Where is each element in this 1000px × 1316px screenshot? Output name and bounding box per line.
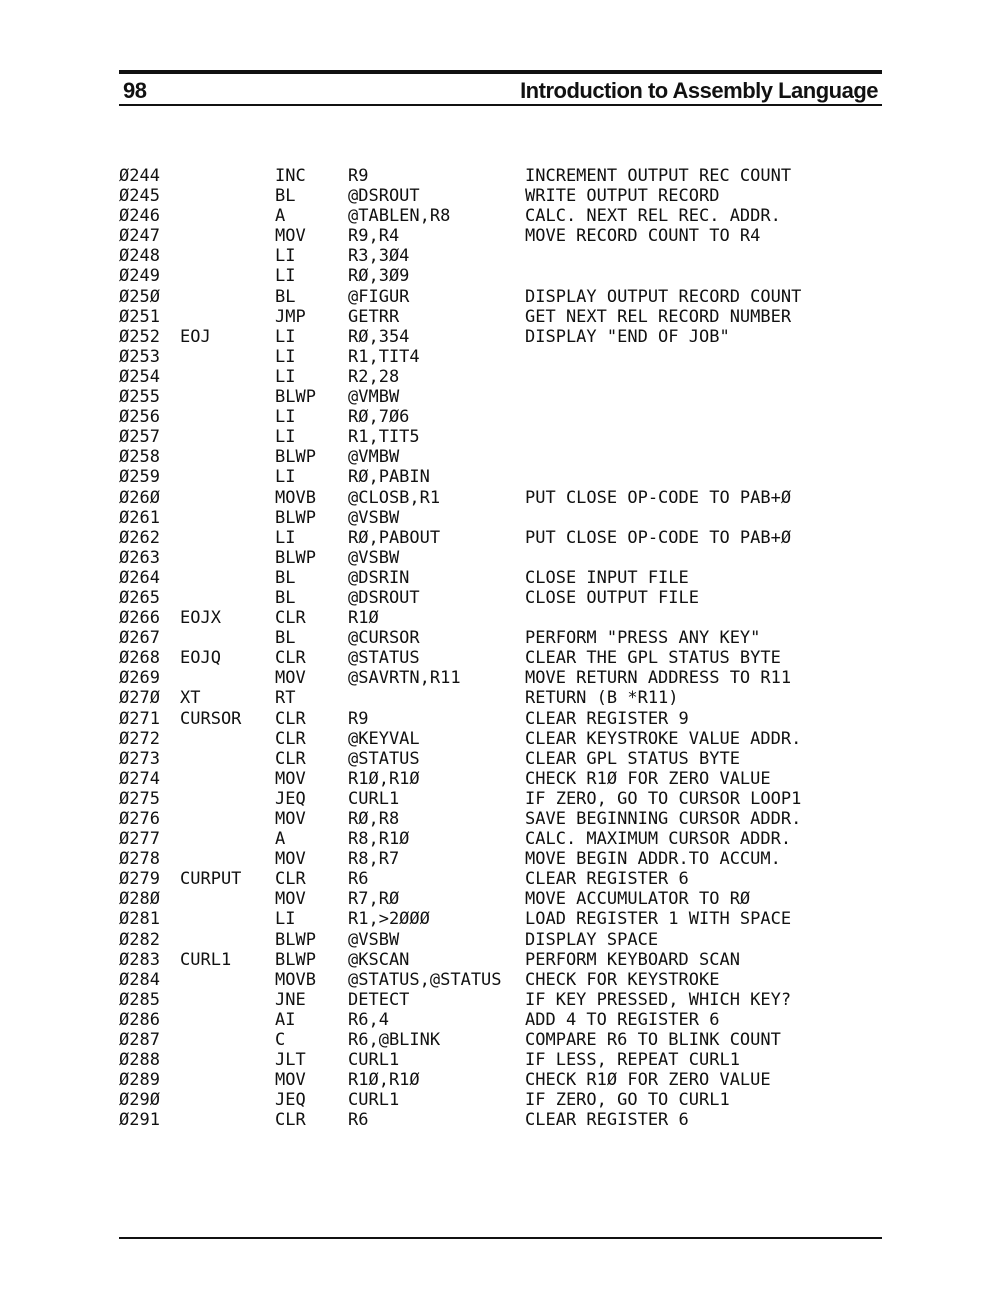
code-line xyxy=(119,709,889,729)
comment: MOVE BEGIN ADDR.TO ACCUM. xyxy=(525,849,781,870)
operand: R1,TIT4 xyxy=(348,346,420,367)
opcode: AI xyxy=(275,1009,296,1030)
line-number: Ø252 xyxy=(119,326,160,347)
code-line xyxy=(119,427,889,447)
code-line xyxy=(119,467,889,487)
operand: @SAVRTN,R11 xyxy=(348,668,461,689)
comment: CLEAR GPL STATUS BYTE xyxy=(525,748,740,769)
code-line xyxy=(119,648,889,668)
operand: @DSRIN xyxy=(348,567,410,588)
code-line xyxy=(119,246,889,266)
comment: DISPLAY SPACE xyxy=(525,929,659,950)
code-line xyxy=(119,307,889,327)
code-line xyxy=(119,668,889,688)
line-number: Ø257 xyxy=(119,427,160,448)
code-line xyxy=(119,166,889,186)
opcode: BLWP xyxy=(275,949,316,970)
operand: R1Ø xyxy=(348,608,379,629)
operand: RØ,354 xyxy=(348,326,410,347)
footer-rule xyxy=(119,1237,882,1239)
comment: IF ZERO, GO TO CURSOR LOOP1 xyxy=(525,788,802,809)
operand: R1,>2ØØØ xyxy=(348,909,430,930)
code-line xyxy=(119,970,889,990)
code-line xyxy=(119,508,889,528)
comment: CHECK FOR KEYSTROKE xyxy=(525,969,720,990)
comment: IF LESS, REPEAT CURL1 xyxy=(525,1050,740,1071)
line-number: Ø281 xyxy=(119,909,160,930)
comment: CLOSE OUTPUT FILE xyxy=(525,587,699,608)
line-number: Ø258 xyxy=(119,447,160,468)
code-line xyxy=(119,628,889,648)
opcode: CLR xyxy=(275,1110,306,1131)
comment: PERFORM "PRESS ANY KEY" xyxy=(525,628,761,649)
assembly-listing xyxy=(119,166,889,1131)
code-line xyxy=(119,1090,889,1110)
opcode: INC xyxy=(275,166,306,186)
code-line xyxy=(119,528,889,548)
code-line xyxy=(119,447,889,467)
page-number: 98 xyxy=(123,78,147,103)
code-line xyxy=(119,869,889,889)
code-line xyxy=(119,829,889,849)
line-number: Ø253 xyxy=(119,346,160,367)
comment: RETURN (B *R11) xyxy=(525,688,679,709)
code-line xyxy=(119,729,889,749)
code-line xyxy=(119,568,889,588)
opcode: LI xyxy=(275,326,296,347)
opcode: A xyxy=(275,206,286,227)
operand: @KEYVAL xyxy=(348,728,420,749)
operand: R2,28 xyxy=(348,366,400,387)
line-number: Ø28Ø xyxy=(119,889,160,910)
operand: @STATUS,@STATUS xyxy=(348,969,502,990)
operand: @VSBW xyxy=(348,929,400,950)
code-line xyxy=(119,387,889,407)
code-line xyxy=(119,909,889,929)
line-number: Ø248 xyxy=(119,246,160,267)
operand: CURL1 xyxy=(348,1050,400,1071)
line-number: Ø266 xyxy=(119,608,160,629)
line-number: Ø256 xyxy=(119,407,160,428)
operand: @VMBW xyxy=(348,387,400,408)
opcode: MOV xyxy=(275,849,306,870)
line-number: Ø29Ø xyxy=(119,1090,160,1111)
line-number: Ø277 xyxy=(119,829,160,850)
comment: LOAD REGISTER 1 WITH SPACE xyxy=(525,909,792,930)
opcode: CLR xyxy=(275,748,306,769)
code-line xyxy=(119,608,889,628)
code-line xyxy=(119,266,889,286)
comment: PUT CLOSE OP-CODE TO PAB+Ø xyxy=(525,527,792,548)
opcode: MOV xyxy=(275,809,306,829)
line-number: Ø245 xyxy=(119,186,160,207)
line-number: Ø251 xyxy=(119,306,160,327)
code-line xyxy=(119,206,889,226)
comment: CHECK R1Ø FOR ZERO VALUE xyxy=(525,768,771,789)
opcode: LI xyxy=(275,909,296,930)
operand: R3,3Ø4 xyxy=(348,246,410,267)
line-number: Ø269 xyxy=(119,668,160,689)
comment: CALC. NEXT REL REC. ADDR. xyxy=(525,206,781,227)
operand: RØ,PABIN xyxy=(348,467,430,488)
opcode: CLR xyxy=(275,608,306,629)
code-line xyxy=(119,769,889,789)
line-number: Ø282 xyxy=(119,929,160,950)
operand: R6 xyxy=(348,1110,369,1131)
line-number: Ø247 xyxy=(119,226,160,247)
operand: R1Ø,R1Ø xyxy=(348,1070,420,1091)
code-line xyxy=(119,1070,889,1090)
line-number: Ø275 xyxy=(119,788,160,809)
line-label: CURL1 xyxy=(180,949,232,970)
comment: DISPLAY OUTPUT RECORD COUNT xyxy=(525,286,802,307)
opcode: BL xyxy=(275,587,296,608)
line-number: Ø263 xyxy=(119,547,160,568)
line-number: Ø279 xyxy=(119,869,160,890)
opcode: BLWP xyxy=(275,387,316,408)
operand: @CLOSB,R1 xyxy=(348,487,441,508)
opcode: CLR xyxy=(275,708,306,729)
code-line xyxy=(119,588,889,608)
line-label: EOJ xyxy=(180,326,211,347)
line-number: Ø278 xyxy=(119,849,160,870)
header-top-rule xyxy=(119,70,882,74)
opcode: MOV xyxy=(275,1070,306,1091)
code-line xyxy=(119,407,889,427)
comment: MOVE ACCUMULATOR TO RØ xyxy=(525,889,751,910)
operand: R8,R7 xyxy=(348,849,400,870)
line-number: Ø287 xyxy=(119,1030,160,1051)
line-label: EOJQ xyxy=(180,648,221,669)
line-label: EOJX xyxy=(180,608,221,629)
line-number: Ø276 xyxy=(119,809,160,829)
operand: @VSBW xyxy=(348,507,400,528)
code-line xyxy=(119,1010,889,1030)
opcode: LI xyxy=(275,346,296,367)
line-number: Ø25Ø xyxy=(119,286,160,307)
code-line xyxy=(119,226,889,246)
operand: @TABLEN,R8 xyxy=(348,206,451,227)
opcode: JNE xyxy=(275,989,306,1010)
opcode: A xyxy=(275,829,286,850)
code-line xyxy=(119,347,889,367)
code-line xyxy=(119,749,889,769)
operand: RØ,R8 xyxy=(348,809,400,829)
line-number: Ø27Ø xyxy=(119,688,160,709)
operand: @FIGUR xyxy=(348,286,410,307)
comment: CALC. MAXIMUM CURSOR ADDR. xyxy=(525,829,792,850)
code-line xyxy=(119,789,889,809)
line-number: Ø265 xyxy=(119,587,160,608)
operand: R6,4 xyxy=(348,1009,389,1030)
opcode: JLT xyxy=(275,1050,306,1071)
opcode: CLR xyxy=(275,869,306,890)
line-number: Ø272 xyxy=(119,728,160,749)
code-line xyxy=(119,367,889,387)
operand: RØ,3Ø9 xyxy=(348,266,410,287)
code-line xyxy=(119,548,889,568)
code-line xyxy=(119,186,889,206)
opcode: BL xyxy=(275,567,296,588)
opcode: CLR xyxy=(275,728,306,749)
opcode: LI xyxy=(275,467,296,488)
opcode: LI xyxy=(275,366,296,387)
line-label: CURSOR xyxy=(180,708,242,729)
comment: CLEAR REGISTER 9 xyxy=(525,708,689,729)
code-line xyxy=(119,1110,889,1130)
line-number: Ø268 xyxy=(119,648,160,669)
opcode: BLWP xyxy=(275,929,316,950)
operand: CURL1 xyxy=(348,788,400,809)
operand: DETECT xyxy=(348,989,410,1010)
line-number: Ø261 xyxy=(119,507,160,528)
line-number: Ø259 xyxy=(119,467,160,488)
operand: R1,TIT5 xyxy=(348,427,420,448)
line-number: Ø264 xyxy=(119,567,160,588)
operand: @VMBW xyxy=(348,447,400,468)
comment: WRITE OUTPUT RECORD xyxy=(525,186,720,207)
comment: MOVE RECORD COUNT TO R4 xyxy=(525,226,761,247)
operand: R9,R4 xyxy=(348,226,400,247)
comment: PUT CLOSE OP-CODE TO PAB+Ø xyxy=(525,487,792,508)
opcode: MOV xyxy=(275,889,306,910)
opcode: LI xyxy=(275,246,296,267)
opcode: BL xyxy=(275,628,296,649)
operand: @VSBW xyxy=(348,547,400,568)
opcode: MOVB xyxy=(275,969,316,990)
opcode: MOV xyxy=(275,226,306,247)
operand: R7,RØ xyxy=(348,889,400,910)
comment: SAVE BEGINNING CURSOR ADDR. xyxy=(525,809,802,829)
code-line xyxy=(119,327,889,347)
comment: DISPLAY "END OF JOB" xyxy=(525,326,730,347)
comment: CLOSE INPUT FILE xyxy=(525,567,689,588)
page-header xyxy=(121,78,878,104)
code-line xyxy=(119,688,889,708)
operand: CURL1 xyxy=(348,1090,400,1111)
comment: CLEAR REGISTER 6 xyxy=(525,1110,689,1131)
line-number: Ø249 xyxy=(119,266,160,287)
operand: R9 xyxy=(348,166,369,186)
line-number: Ø246 xyxy=(119,206,160,227)
line-number: Ø267 xyxy=(119,628,160,649)
operand: R9 xyxy=(348,708,369,729)
chapter-title: Introduction to Assembly Language xyxy=(520,78,878,103)
opcode: MOV xyxy=(275,668,306,689)
operand: R6,@BLINK xyxy=(348,1030,441,1051)
opcode: JMP xyxy=(275,306,306,327)
opcode: RT xyxy=(275,688,296,709)
opcode: JEQ xyxy=(275,1090,306,1111)
opcode: CLR xyxy=(275,648,306,669)
opcode: MOVB xyxy=(275,487,316,508)
code-line xyxy=(119,889,889,909)
code-line xyxy=(119,1050,889,1070)
comment: IF KEY PRESSED, WHICH KEY? xyxy=(525,989,792,1010)
operand: R1Ø,R1Ø xyxy=(348,768,420,789)
opcode: BL xyxy=(275,186,296,207)
operand: R6 xyxy=(348,869,369,890)
code-line xyxy=(119,1030,889,1050)
line-number: Ø291 xyxy=(119,1110,160,1131)
line-number: Ø255 xyxy=(119,387,160,408)
operand: RØ,PABOUT xyxy=(348,527,441,548)
code-line xyxy=(119,990,889,1010)
line-number: Ø26Ø xyxy=(119,487,160,508)
comment: GET NEXT REL RECORD NUMBER xyxy=(525,306,792,327)
opcode: LI xyxy=(275,527,296,548)
code-line xyxy=(119,488,889,508)
code-line xyxy=(119,950,889,970)
line-number: Ø284 xyxy=(119,969,160,990)
operand: @CURSOR xyxy=(348,628,420,649)
line-number: Ø283 xyxy=(119,949,160,970)
line-number: Ø286 xyxy=(119,1009,160,1030)
operand: @DSROUT xyxy=(348,587,420,608)
opcode: C xyxy=(275,1030,286,1051)
comment: PERFORM KEYBOARD SCAN xyxy=(525,949,740,970)
code-line xyxy=(119,930,889,950)
comment: INCREMENT OUTPUT REC COUNT xyxy=(525,166,792,186)
line-label: XT xyxy=(180,688,201,709)
operand: R8,R1Ø xyxy=(348,829,410,850)
opcode: LI xyxy=(275,407,296,428)
comment: CHECK R1Ø FOR ZERO VALUE xyxy=(525,1070,771,1091)
line-number: Ø273 xyxy=(119,748,160,769)
operand: @STATUS xyxy=(348,648,420,669)
comment: ADD 4 TO REGISTER 6 xyxy=(525,1009,720,1030)
line-number: Ø271 xyxy=(119,708,160,729)
line-number: Ø274 xyxy=(119,768,160,789)
line-number: Ø285 xyxy=(119,989,160,1010)
comment: MOVE RETURN ADDRESS TO R11 xyxy=(525,668,792,689)
opcode: LI xyxy=(275,427,296,448)
code-line xyxy=(119,849,889,869)
operand: @STATUS xyxy=(348,748,420,769)
line-number: Ø262 xyxy=(119,527,160,548)
opcode: MOV xyxy=(275,768,306,789)
line-number: Ø254 xyxy=(119,366,160,387)
line-number: Ø288 xyxy=(119,1050,160,1071)
opcode: BLWP xyxy=(275,547,316,568)
comment: COMPARE R6 TO BLINK COUNT xyxy=(525,1030,781,1051)
line-label: CURPUT xyxy=(180,869,242,890)
line-number: Ø244 xyxy=(119,166,160,186)
opcode: BLWP xyxy=(275,447,316,468)
operand: RØ,7Ø6 xyxy=(348,407,410,428)
opcode: BL xyxy=(275,286,296,307)
opcode: BLWP xyxy=(275,507,316,528)
code-line xyxy=(119,287,889,307)
code-line xyxy=(119,809,889,829)
comment: CLEAR REGISTER 6 xyxy=(525,869,689,890)
operand: @DSROUT xyxy=(348,186,420,207)
operand: @KSCAN xyxy=(348,949,410,970)
comment: CLEAR KEYSTROKE VALUE ADDR. xyxy=(525,728,802,749)
comment: IF ZERO, GO TO CURL1 xyxy=(525,1090,730,1111)
operand: GETRR xyxy=(348,306,400,327)
opcode: LI xyxy=(275,266,296,287)
opcode: JEQ xyxy=(275,788,306,809)
line-number: Ø289 xyxy=(119,1070,160,1091)
comment: CLEAR THE GPL STATUS BYTE xyxy=(525,648,781,669)
header-bottom-rule xyxy=(119,104,882,106)
